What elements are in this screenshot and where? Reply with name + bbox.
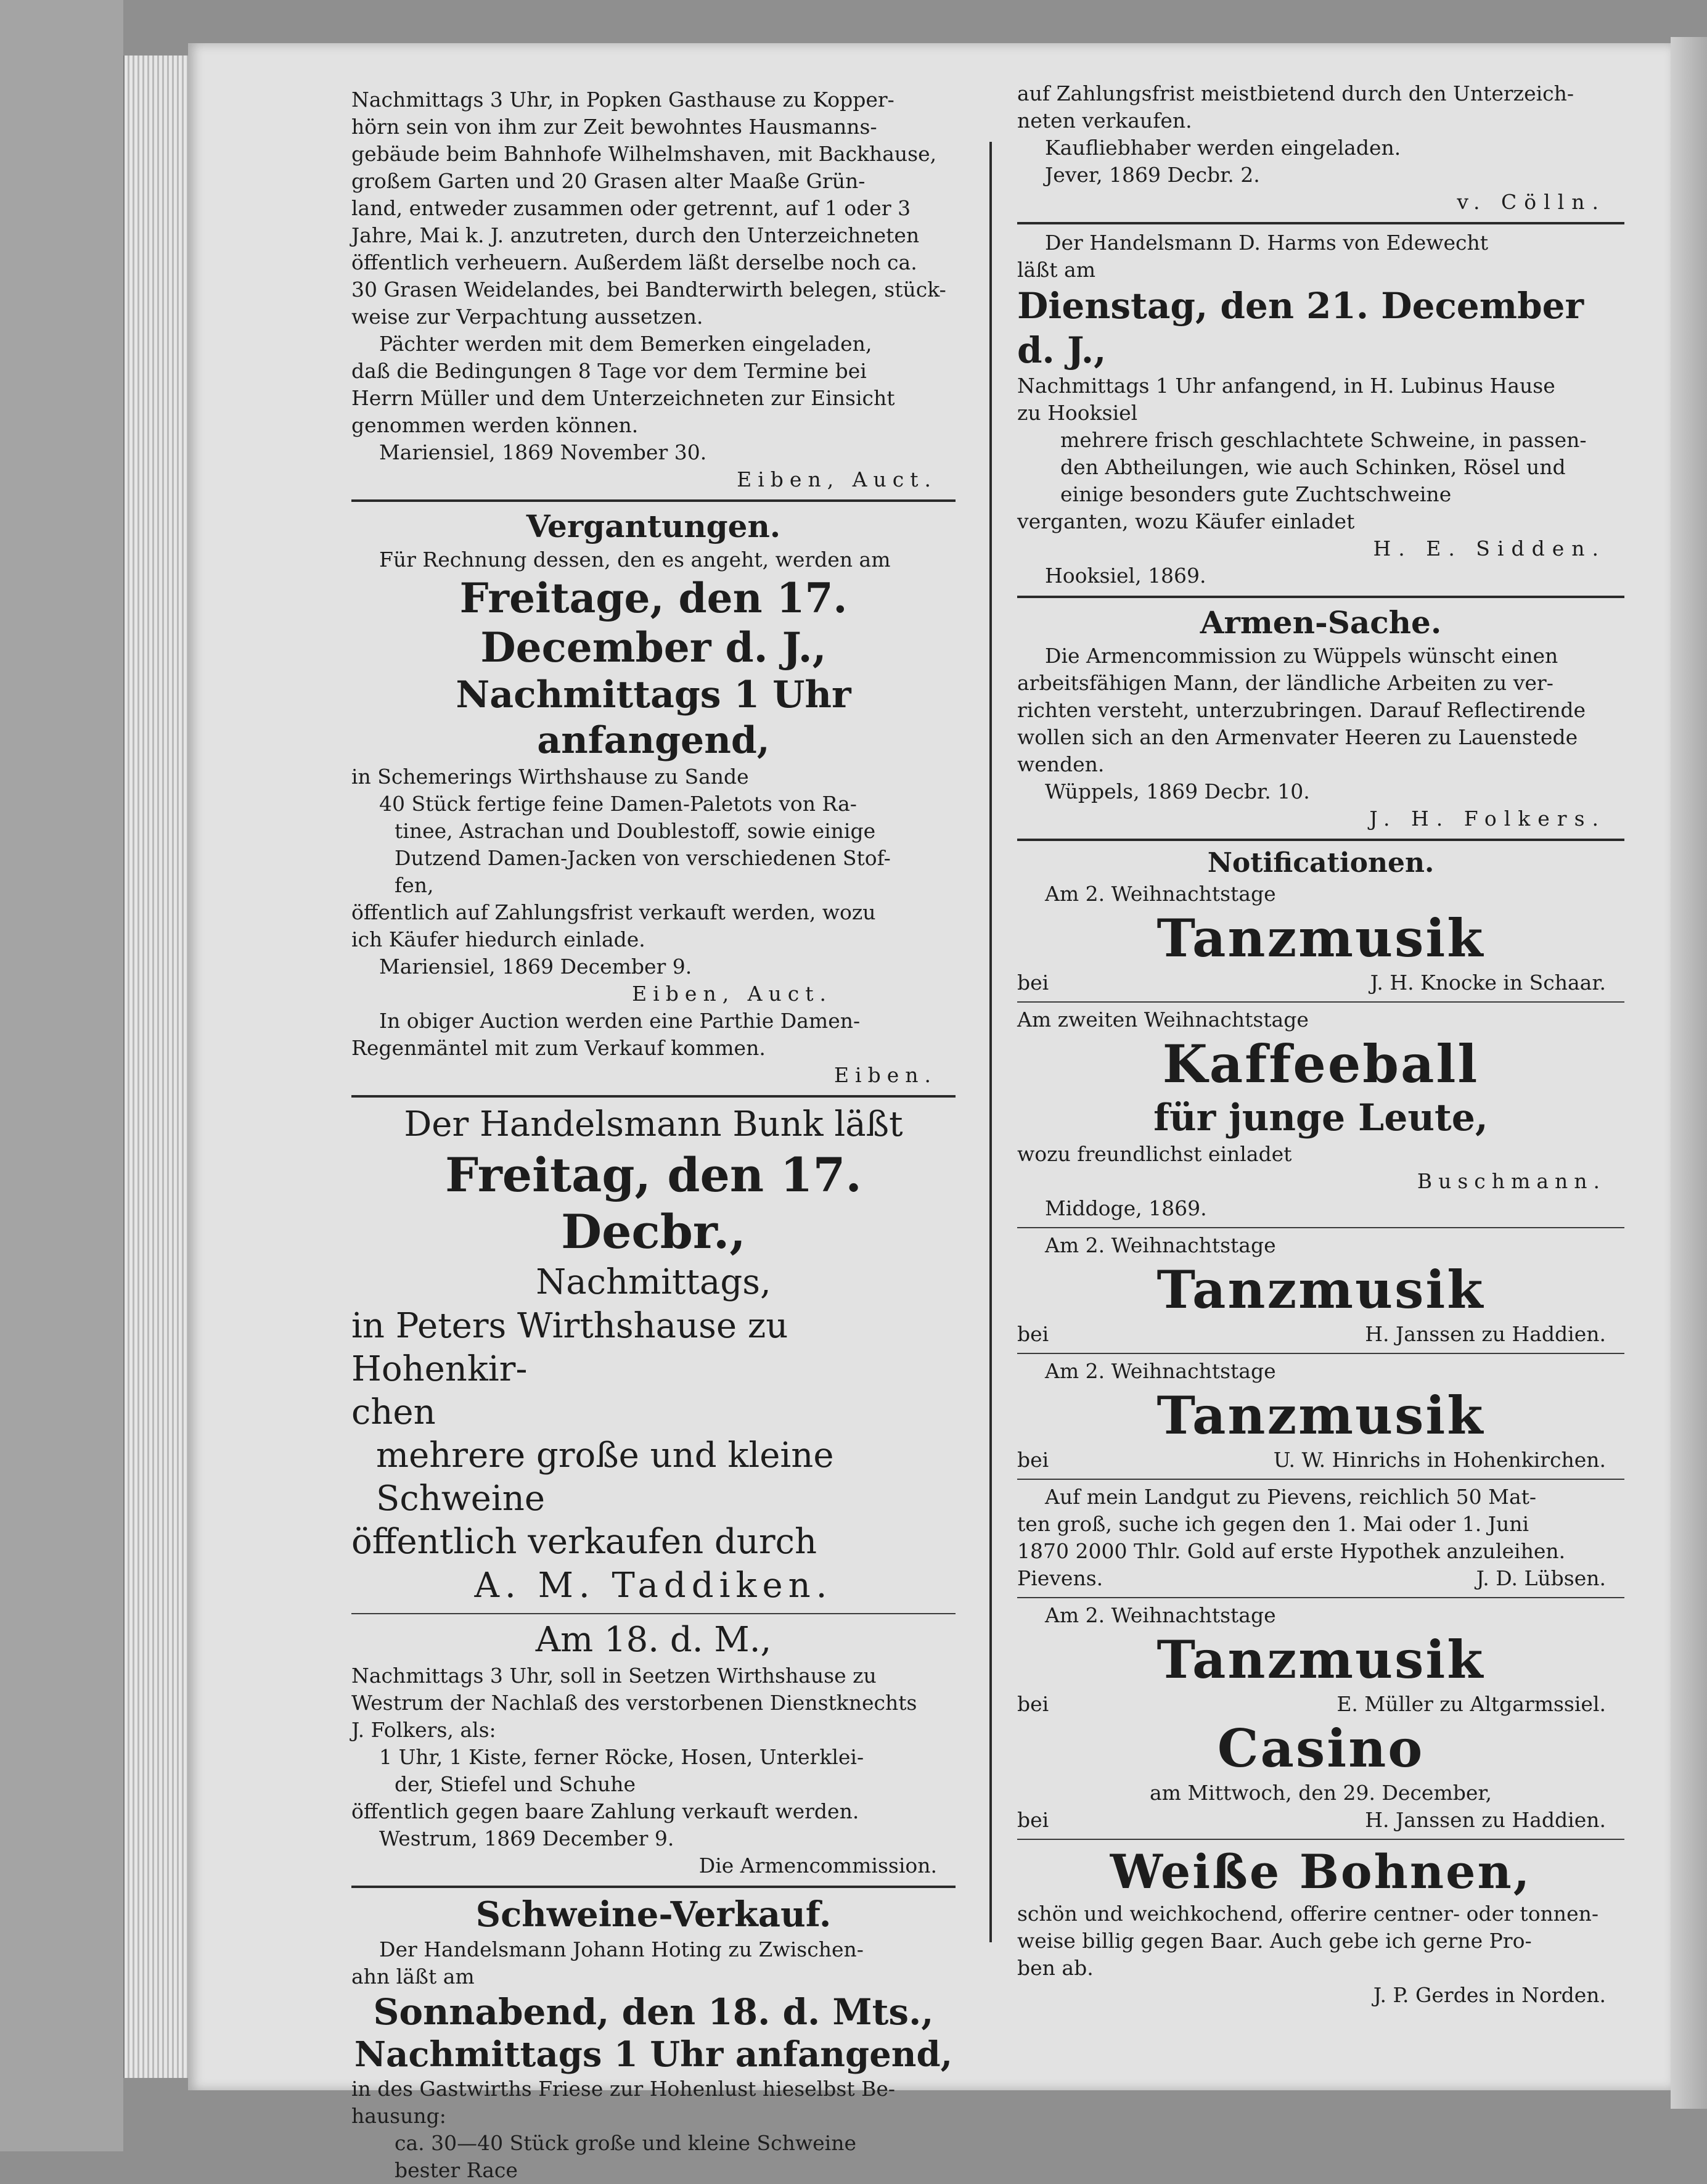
text-line: wollen sich an den Armenvater Heeren zu Lauenstede (1017, 725, 1578, 749)
host-name: Buschmann. (1417, 1169, 1606, 1193)
text-line: 1 Uhr, 1 Kiste, ferner Röcke, Hosen, Unterklei- (379, 1745, 864, 1769)
text-line: zu Hooksiel (1017, 401, 1138, 425)
text-line: Dutzend Damen-Jacken von verschiedenen Stof- (395, 846, 891, 870)
place-date: Wüppels, 1869 Decbr. 10. (1045, 779, 1310, 803)
text-line: ben ab. (1017, 1956, 1094, 1980)
text-line: großem Garten und 20 Grasen alter Maaße Grün- (351, 169, 866, 193)
text-heading: öffentlich verkaufen durch (351, 1522, 817, 1562)
date-heading: Am 18. d. M., (535, 1620, 772, 1660)
text-line: J. Folkers, als: (351, 1718, 496, 1742)
text-line: den Abtheilungen, wie auch Schinken, Rösel und (1060, 455, 1566, 479)
text-line: Westrum der Nachlaß des verstorbenen Dienstknechts (351, 1691, 917, 1715)
text-line: Kaufliebhaber werden eingeladen. (1045, 136, 1401, 160)
event-title: Weiße Bohnen, (1110, 1844, 1532, 1899)
place-date: Westrum, 1869 December 9. (379, 1826, 674, 1850)
host-name: J. H. Knocke in Schaar. (1370, 971, 1606, 995)
signature-row (1017, 1565, 1624, 1592)
time-heading: Nachmittags 1 Uhr anfangend, (354, 2034, 953, 2075)
text-line: Jahre, Mai k. J. anzutreten, durch den Unterzeichneten (351, 223, 920, 247)
text-heading: chen (351, 1392, 436, 1432)
separator (1017, 839, 1624, 841)
text-line: Nachmittags 3 Uhr, soll in Seetzen Wirthshause zu (351, 1664, 877, 1688)
text-line: wozu freundlichst einladet (1017, 1142, 1292, 1166)
text-line: Herrn Müller und dem Unterzeichneten zur Einsicht (351, 386, 895, 410)
text-line: gebäude beim Bahnhofe Wilhelmshaven, mit Backhause, (351, 142, 937, 166)
ad-harms (1017, 229, 1624, 589)
notice-tanzmusik-mueller (1017, 1602, 1624, 1718)
text-line: Auf mein Landgut zu Pievens, reichlich 50 Mat- (1045, 1485, 1537, 1509)
text-line: richten versteht, unterzubringen. Darauf Reflectirende (1017, 698, 1586, 722)
text-line: neten verkaufen. (1017, 109, 1192, 133)
separator (1017, 596, 1624, 598)
host-row (1017, 1807, 1624, 1834)
date-heading: Freitage, den 17. December d. J., (459, 574, 848, 671)
event-subtitle: für junge Leute, (1153, 1096, 1488, 1139)
text-line: öffentlich verheuern. Außerdem läßt derselbe noch ca. (351, 250, 917, 274)
place-date: Mariensiel, 1869 December 9. (379, 954, 692, 979)
host-row (1017, 969, 1624, 996)
separator (1017, 1227, 1624, 1228)
place: Pievens. (1017, 1566, 1103, 1590)
bei-label: bei (1017, 1692, 1049, 1716)
event-title: Tanzmusik (1156, 1385, 1485, 1446)
text-line: der, Stiefel und Schuhe (395, 1772, 636, 1796)
text-heading: in Peters Wirthshause zu Hohenkir- (351, 1306, 788, 1389)
text-line: Der Handelsmann Johann Hoting zu Zwischen- (379, 1937, 864, 1961)
text-line: mehrere frisch geschlachtete Schweine, in passen- (1060, 428, 1587, 452)
text-line: genommen werden können. (351, 413, 639, 437)
place-date: Middoge, 1869. (1045, 1196, 1207, 1220)
signature: Die Armencommission. (698, 1854, 937, 1878)
separator (351, 1095, 956, 1098)
place-date: Hooksiel, 1869. (1045, 564, 1206, 588)
text-line: tinee, Astrachan und Doublestoff, sowie einige (395, 819, 876, 843)
text-line: Am 2. Weihnachtstage (1045, 1359, 1276, 1383)
book-fringe (0, 0, 123, 2151)
place-date: Jever, 1869 Decbr. 2. (1045, 163, 1260, 187)
text-line: in des Gastwirths Friese zur Hohenlust hieselbst Be- (351, 2077, 896, 2101)
text-line: schön und weichkochend, offerire centner- oder tonnen- (1017, 1902, 1599, 1926)
separator (1017, 222, 1624, 224)
separator (351, 1886, 956, 1888)
text-line: Nachmittags 1 Uhr anfangend, in H. Lubinus Hause (1017, 374, 1555, 398)
host-name: H. Janssen zu Haddien. (1365, 1808, 1606, 1832)
text-line: verganten, wozu Käufer einladet (1017, 509, 1355, 533)
text-line: ahn läßt am (351, 1964, 475, 1989)
date-heading: Dienstag, den 21. December d. J., (1017, 285, 1584, 371)
notice-tanzmusik-hinrichs (1017, 1358, 1624, 1474)
event-title: Tanzmusik (1156, 1629, 1485, 1690)
text-line: fen, (395, 873, 434, 897)
section-heading: Notificationen. (1207, 847, 1435, 879)
text-line: Für Rechnung dessen, den es angeht, werden am (379, 548, 891, 572)
text-heading: mehrere große und kleine Schweine (376, 1435, 834, 1519)
text-line: Am 2. Weihnachtstage (1045, 882, 1276, 906)
signature: H. E. Sidden. (1373, 536, 1606, 560)
text-line: öffentlich auf Zahlungsfrist verkauft werden, wozu (351, 900, 876, 924)
ad-armen-sache (1017, 603, 1624, 832)
text-line: ich Käufer hiedurch einlade. (351, 927, 645, 951)
event-title: Tanzmusik (1156, 1259, 1485, 1320)
text-line: 30 Grasen Weidelandes, bei Bandterwirth belegen, stück- (351, 277, 946, 302)
time-heading: Nachmittags, (536, 1262, 771, 1302)
ad-nachlass-folkers (351, 1618, 956, 1879)
separator (1017, 1353, 1624, 1354)
text-line: Regenmäntel mit zum Verkauf kommen. (351, 1036, 766, 1060)
event-title: Casino (1217, 1718, 1425, 1779)
text-line: daß die Bedingungen 8 Tage vor dem Termine bei (351, 359, 867, 383)
text-line: Pächter werden mit dem Bemerken eingeladen, (379, 332, 872, 356)
text-line: auf Zahlungsfrist meistbietend durch den Unterzeich- (1017, 81, 1574, 105)
next-page-edge (1671, 37, 1707, 2109)
event-date: am Mittwoch, den 29. December, (1149, 1781, 1492, 1805)
host-row (1017, 1321, 1624, 1348)
text-line: bester Race (395, 2158, 518, 2182)
notice-tanzmusik-janssen (1017, 1232, 1624, 1348)
time-heading: Nachmittags 1 Uhr anfangend, (456, 673, 851, 762)
signature: Eiben, Auct. (737, 467, 937, 491)
text-line: ca. 30—40 Stück große und kleine Schweine (395, 2131, 857, 2155)
signature: J. H. Folkers. (1369, 807, 1606, 831)
signature: v. Cölln. (1457, 190, 1606, 214)
signature: Eiben, Auct. (632, 982, 832, 1006)
text-line: weise billig gegen Baar. Auch gebe ich gerne Pro- (1017, 1929, 1532, 1953)
text-line: Der Handelsmann D. Harms von Edewecht (1045, 231, 1489, 255)
bei-label: bei (1017, 971, 1049, 995)
ad-vergantungen (351, 507, 956, 1089)
separator (351, 1613, 956, 1614)
book-page-edges (123, 55, 192, 2078)
notice-weisse-bohnen (1017, 1844, 1624, 2009)
event-title: Kaffeeball (1162, 1033, 1480, 1094)
separator (1017, 1839, 1624, 1840)
host-name: E. Müller zu Altgarmssiel. (1337, 1692, 1606, 1716)
text-line: In obiger Auction werden eine Parthie Damen- (379, 1009, 861, 1033)
text-line: Am 2. Weihnachtstage (1045, 1603, 1276, 1627)
ad-coelln (1017, 80, 1624, 216)
notice-tanzmusik-knocke (1017, 881, 1624, 996)
signature: A. M. Taddiken. (474, 1566, 833, 1606)
text-line: hausung: (351, 2104, 446, 2128)
left-column (351, 86, 956, 2184)
text-line: ten groß, suche ich gegen den 1. Mai oder 1. Juni (1017, 1512, 1529, 1536)
notice-hypothek (1017, 1484, 1624, 1592)
bei-label: bei (1017, 1808, 1049, 1832)
text-line: Die Armencommission zu Wüppels wünscht einen (1045, 644, 1558, 668)
text-line: öffentlich gegen baare Zahlung verkauft werden. (351, 1799, 859, 1823)
ad-lease-koppenhoern (351, 86, 956, 493)
host-row (1017, 1691, 1624, 1718)
text-line: Am zweiten Weihnachtstage (1017, 1008, 1309, 1032)
text-line: Nachmittags 3 Uhr, in Popken Gasthause zu Kopper- (351, 88, 894, 112)
signature: J. D. Lübsen. (1476, 1566, 1606, 1590)
text-line: wenden. (1017, 752, 1105, 776)
notice-casino (1017, 1718, 1624, 1834)
text-line: in Schemerings Wirthshause zu Sande (351, 765, 749, 789)
text-line: Am 2. Weihnachtstage (1045, 1233, 1276, 1257)
place-date: Mariensiel, 1869 November 30. (379, 440, 707, 464)
section-heading: Armen-Sache. (1200, 604, 1442, 641)
date-heading: Freitag, den 17. Decbr., (445, 1147, 862, 1259)
section-heading: Schweine-Verkauf. (475, 1894, 832, 1935)
host-name: H. Janssen zu Haddien. (1365, 1322, 1606, 1346)
text-line: arbeitsfähigen Mann, der ländliche Arbeiten zu ver- (1017, 671, 1553, 695)
text-line: hörn sein von ihm zur Zeit bewohntes Hausmanns- (351, 115, 877, 139)
text-line: läßt am (1017, 258, 1095, 282)
text-line: 40 Stück fertige feine Damen-Paletots von Ra- (379, 792, 857, 816)
section-heading: Vergantungen. (526, 508, 781, 544)
bei-label: bei (1017, 1448, 1049, 1472)
signature: J. P. Gerdes in Norden. (1373, 1983, 1606, 2007)
separator (351, 499, 956, 502)
right-column (1017, 80, 1624, 2009)
host-row (1017, 1447, 1624, 1474)
notice-kaffeeball (1017, 1006, 1624, 1222)
date-heading: Sonnabend, den 18. d. Mts., (373, 1991, 934, 2033)
text-heading: Der Handelsmann Bunk läßt (404, 1104, 903, 1144)
host-name: U. W. Hinrichs in Hohenkirchen. (1273, 1448, 1606, 1472)
separator (1017, 1597, 1624, 1598)
text-line: einige besonders gute Zuchtschweine (1060, 482, 1452, 506)
text-line: land, entweder zusammen oder getrennt, auf 1 oder 3 (351, 196, 911, 220)
signature: Eiben. (833, 1063, 937, 1087)
text-line: 1870 2000 Thlr. Gold auf erste Hypothek anzuleihen. (1017, 1539, 1566, 1563)
separator (1017, 1479, 1624, 1480)
separator (1017, 1001, 1624, 1003)
column-divider (989, 142, 992, 1942)
text-line: weise zur Verpachtung aussetzen. (351, 305, 703, 329)
ad-schweine-verkauf (351, 1893, 956, 2184)
event-title: Tanzmusik (1156, 908, 1485, 969)
bei-label: bei (1017, 1322, 1049, 1346)
ad-bunk-schweine (351, 1102, 956, 1608)
